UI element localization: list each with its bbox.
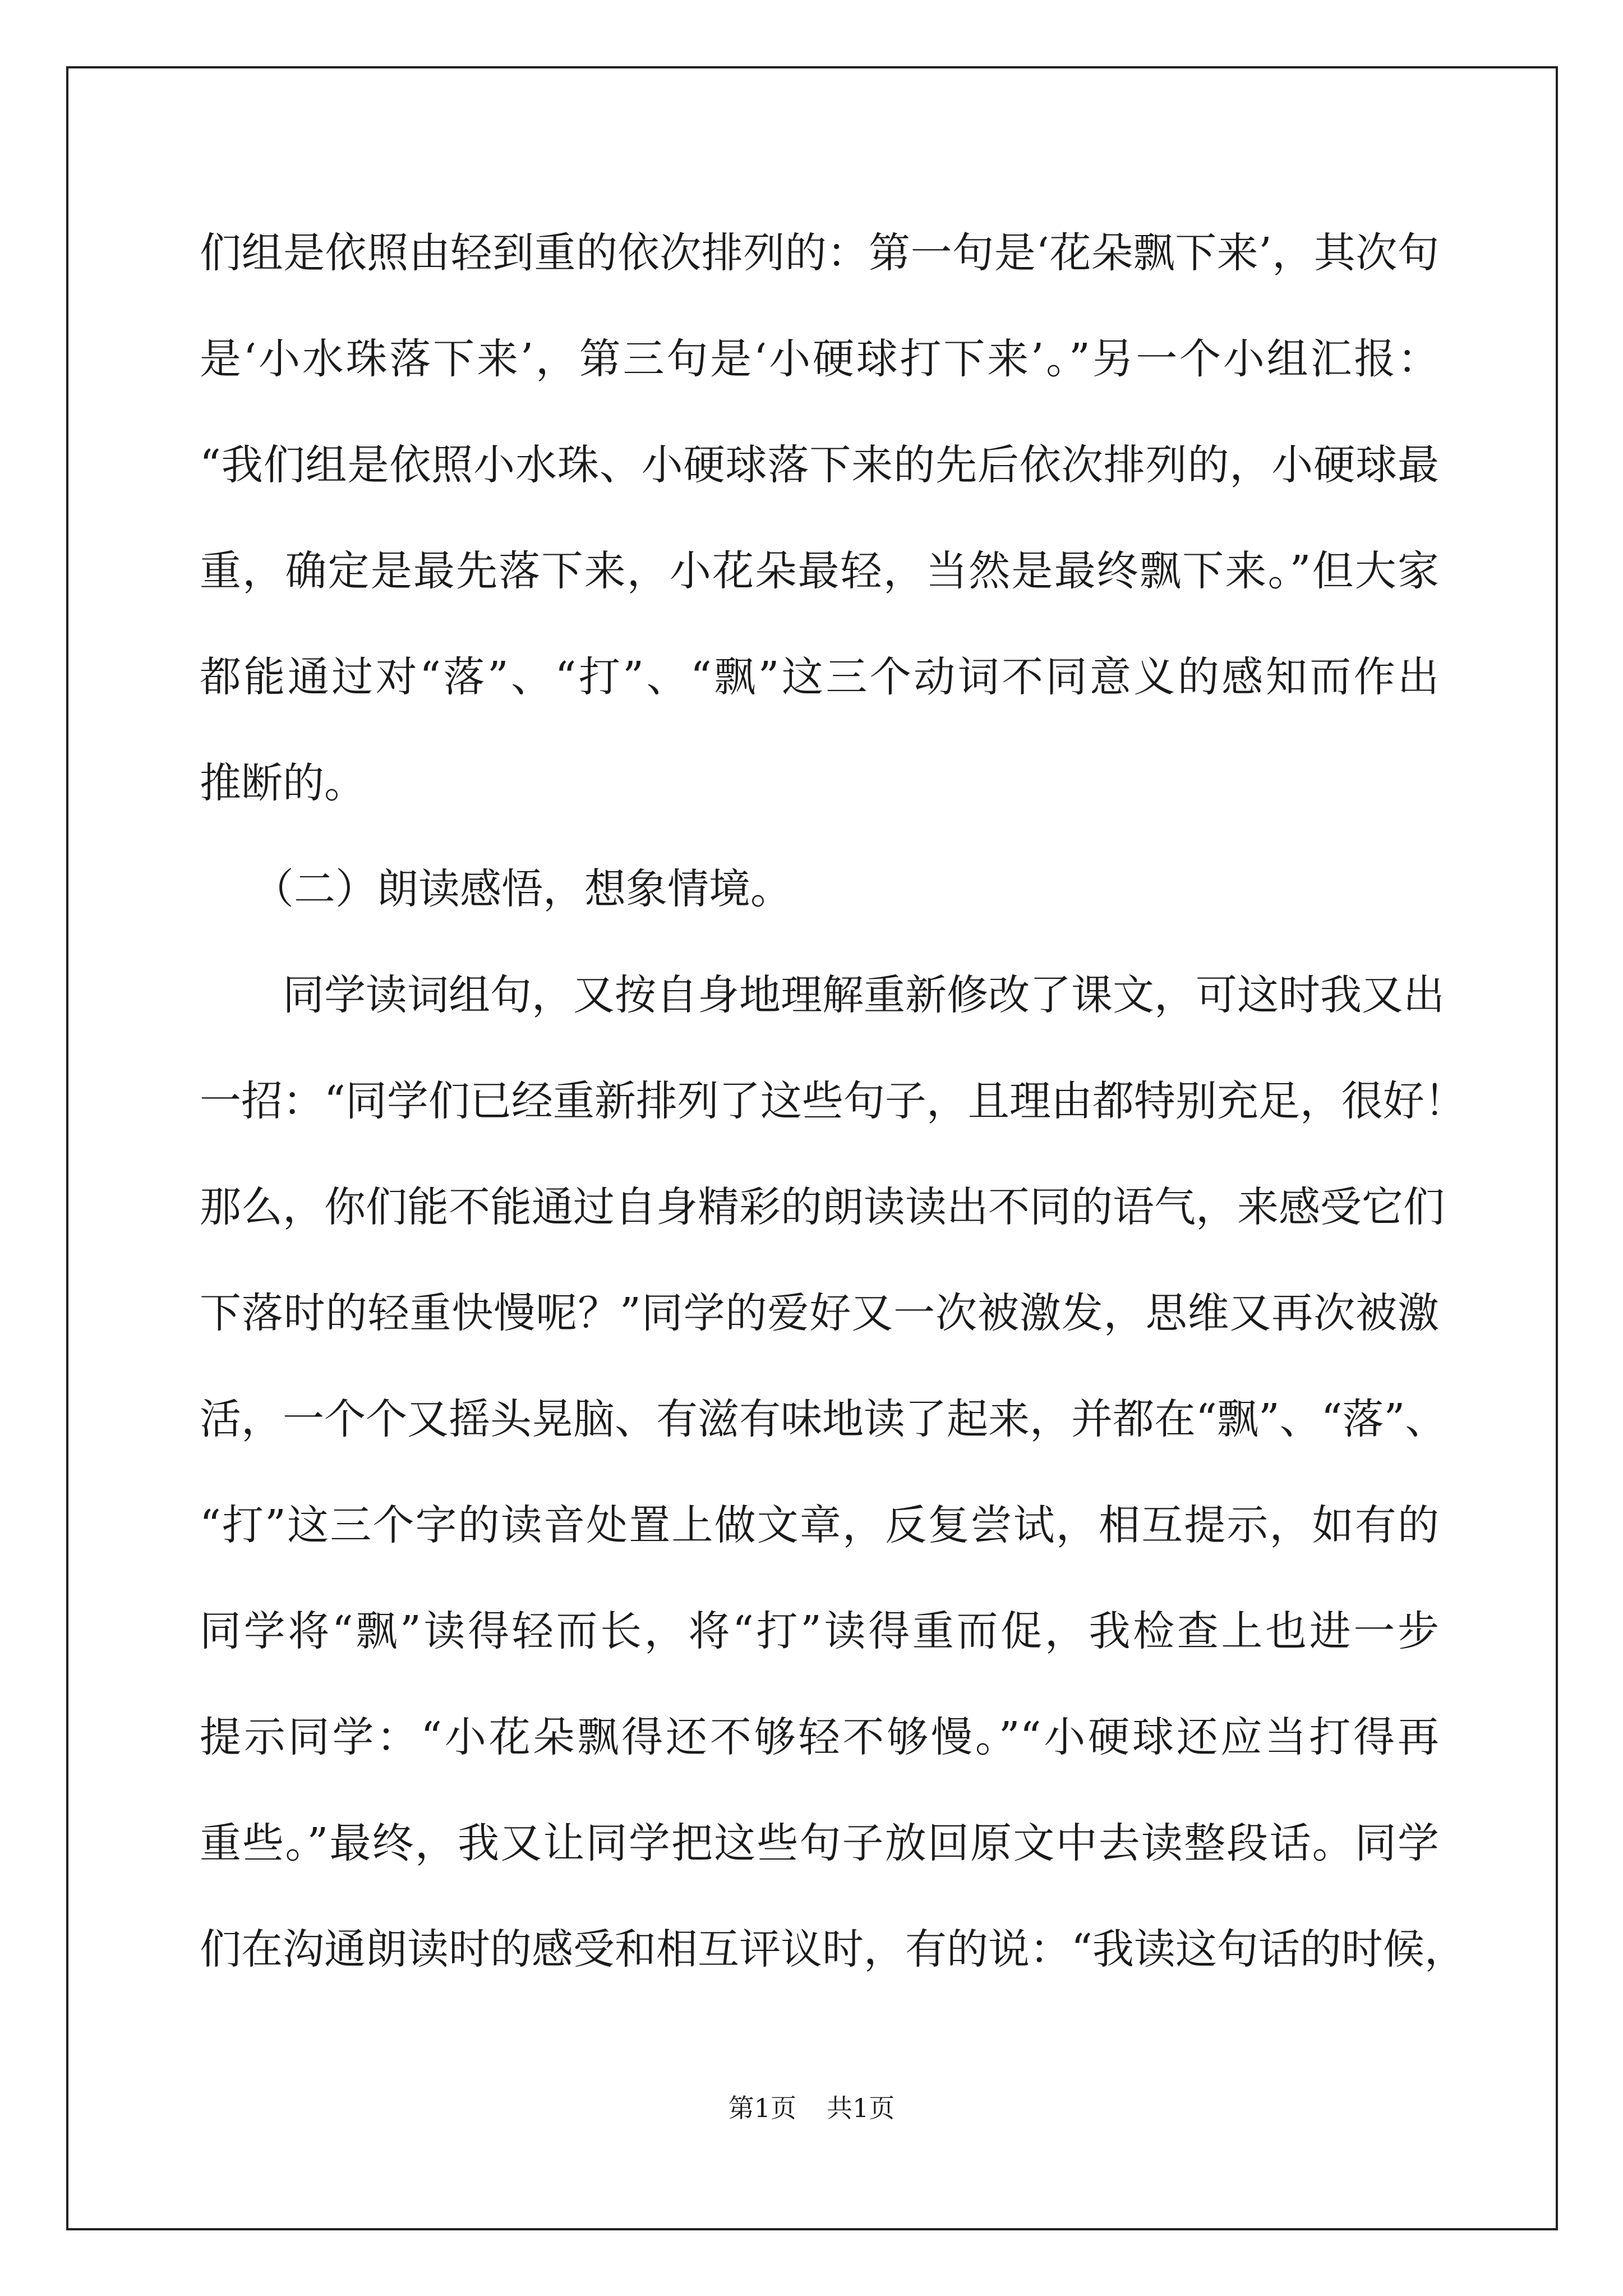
text-line: 们在沟通朗读时的感受和相互评议时，有的说：“我读这句话的时候， xyxy=(200,1925,1466,1973)
text-line: 都能通过对“落”、“打”、“飘”这三个动词不同意义的感知而作出 xyxy=(200,653,1439,701)
text-line: 推断的。 xyxy=(200,759,366,807)
text-line: 们组是依照由轻到重的依次排列的：第一句是‘花朵飘下来’，其次句 xyxy=(200,229,1439,277)
text-line: “打”这三个字的读音处置上做文章，反复尝试，相互提示，如有的 xyxy=(200,1501,1439,1549)
page-footer xyxy=(0,2091,1623,2125)
text-line: “我们组是依照小水珠、小硬球落下来的先后依次排列的，小硬球最 xyxy=(200,441,1439,489)
text-line: 活，一个个又摇头晃脑、有滋有味地读了起来，并都在“飘”、“落”、 xyxy=(200,1395,1447,1443)
page-number: 第1页 xyxy=(728,2093,796,2123)
text-line: 那么，你们能不能通过自身精彩的朗读读出不同的语气，来感受它们 xyxy=(200,1183,1445,1231)
text-line: 重些。”最终，我又让同学把这些句子放回原文中去读整段话。同学 xyxy=(200,1819,1439,1867)
text-line: 下落时的轻重快慢呢？”同学的爱好又一次被激发，思维又再次被激 xyxy=(200,1289,1439,1337)
text-line: 是‘小水珠落下来’，第三句是‘小硬球打下来’。”另一个小组汇报： xyxy=(200,335,1439,383)
text-line: 同学读词组句，又按自身地理解重新修改了课文，可这时我又出 xyxy=(283,971,1445,1019)
section-heading: （二）朗读感悟，想象情境。 xyxy=(252,865,792,913)
page-total: 共1页 xyxy=(827,2093,895,2123)
text-line: 同学将“飘”读得轻而长，将“打”读得重而促，我检查上也进一步 xyxy=(200,1607,1439,1655)
text-line: 提示同学：“小花朵飘得还不够轻不够慢。”“小硬球还应当打得再 xyxy=(200,1713,1439,1761)
text-line: 一招：“同学们已经重新排列了这些句子，且理由都特别充足，很好！ xyxy=(200,1077,1466,1125)
text-line: 重，确定是最先落下来，小花朵最轻，当然是最终飘下来。”但大家 xyxy=(200,547,1439,595)
document-body xyxy=(200,212,1466,2014)
